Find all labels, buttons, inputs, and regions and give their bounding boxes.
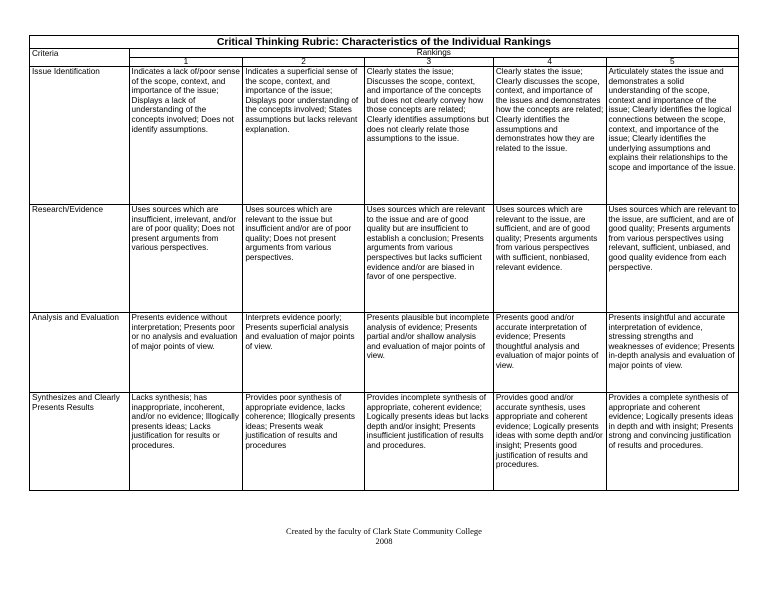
- rubric-table: [29, 35, 739, 491]
- rubric-cell: Uses sources which are relevant to the issue but insufficient and/or are of poor quality; Does not present arguments from various perspectives.: [243, 205, 364, 313]
- rubric-cell: Presents evidence without interpretation; Presents poor or no analysis and evaluation of major points of view.: [129, 313, 243, 393]
- rubric-cell: Articulately states the issue and demonstrates a solid understanding of the scope, context and importance of the issue; Clearly identifies the logical connections between the scope, context, and importance of the issue; Clearly identifies the underlying assumptions and explains their relationships to the scope and importance of the issue.: [606, 67, 739, 205]
- rank-1-header: 1: [129, 58, 243, 67]
- rank-5-header: 5: [606, 58, 739, 67]
- title-row: [30, 36, 739, 49]
- rank-4-header: 4: [493, 58, 606, 67]
- rank-3-header: 3: [364, 58, 493, 67]
- rubric-cell: Presents good and/or accurate interpretation of evidence; Presents thoughtful analysis and evaluation of major points of view.: [493, 313, 606, 393]
- rubric-cell: Indicates a superficial sense of the scope, context, and importance of the issue; Displays poor understanding of the concepts involved; States assumptions but lacks relevant explanation.: [243, 67, 364, 205]
- rank-2-header: 2: [243, 58, 364, 67]
- footer-credit: Created by the faculty of Clark State Community College: [286, 526, 482, 536]
- criteria-header: Criteria: [30, 49, 130, 67]
- criterion-label: Synthesizes and Clearly Presents Results: [30, 393, 130, 491]
- header-row: [30, 49, 739, 58]
- rubric-cell: Uses sources which are insufficient, irrelevant, and/or are of poor quality; Does not present arguments from various perspectives.: [129, 205, 243, 313]
- rubric-cell: Presents plausible but incomplete analysis of evidence; Presents partial and/or shallow analysis and evaluation of major points of view.: [364, 313, 493, 393]
- criterion-label: Analysis and Evaluation: [30, 313, 130, 393]
- rubric-cell: Uses sources which are relevant to the issue, are sufficient, and are of good quality; Presents arguments from various perspectives using relevant, sufficient, unbiased, and good quality evidence from each perspective.: [606, 205, 739, 313]
- rubric-cell: Provides a complete synthesis of appropriate and coherent evidence; Logically presents ideas in depth and with insight; Presents strong and convincing justification of results and procedures.: [606, 393, 739, 491]
- rubric-cell: Provides incomplete synthesis of appropriate, coherent evidence; Logically presents ideas but lacks depth and/or insight; Presents insufficient justification of results and procedures.: [364, 393, 493, 491]
- rubric-cell: Clearly states the issue; Discusses the scope, context, and importance of the concepts but does not clearly convey how those concepts are related; Clearly identifies assumptions but does not clearly relate those assumptions to the issue.: [364, 67, 493, 205]
- rubric-row-analysis-evaluation: [30, 313, 739, 393]
- rank-number-row: [30, 58, 739, 67]
- rubric-title: Critical Thinking Rubric: Characteristics of the Individual Rankings: [30, 36, 739, 49]
- criterion-label: Research/Evidence: [30, 205, 130, 313]
- rankings-header: Rankings: [129, 49, 738, 58]
- footer-year: 2008: [375, 536, 393, 546]
- rubric-cell: Clearly states the issue; Clearly discusses the scope, context, and importance of the issues and demonstrates how the concepts are related; Clearly identifies the assumptions and demonstrates how they are related to the issue.: [493, 67, 606, 205]
- rubric-row-research-evidence: [30, 205, 739, 313]
- rubric-row-synthesizes-results: [30, 393, 739, 491]
- rubric-cell: Lacks synthesis; has inappropriate, incoherent, and/or no evidence; Illogically presents ideas; Lacks justification for results or procedures.: [129, 393, 243, 491]
- rubric-cell: Presents insightful and accurate interpretation of evidence, stressing strengths and weaknesses of evidence; Presents in-depth analysis and evaluation of major points of view.: [606, 313, 739, 393]
- rubric-row-issue-identification: [30, 67, 739, 205]
- criterion-label: Issue Identification: [30, 67, 130, 205]
- rubric-cell: Interprets evidence poorly; Presents superficial analysis and evaluation of major points of view.: [243, 313, 364, 393]
- rubric-cell: Provides poor synthesis of appropriate evidence, lacks coherence; Illogically presents ideas; Presents weak justification of results and procedures: [243, 393, 364, 491]
- footer: [0, 526, 768, 546]
- rubric-cell: Uses sources which are relevant to the issue, are sufficient, and are of good quality; Presents arguments from various perspectives with sufficient, nonbiased, relevant evidence.: [493, 205, 606, 313]
- rubric-cell: Indicates a lack of/poor sense of the scope, context, and importance of the issue; Displays a lack of understanding of the concepts involved; Does not identify assumptions.: [129, 67, 243, 205]
- rubric-cell: Provides good and/or accurate synthesis, uses appropriate and coherent evidence; Logically presents ideas with some depth and/or insight; Presents good justification of results and procedures.: [493, 393, 606, 491]
- rubric-cell: Uses sources which are relevant to the issue and are of good quality but are insufficient to establish a conclusion; Presents arguments from various perspectives but lacks sufficient evidence and/or are biased in favor of one perspective.: [364, 205, 493, 313]
